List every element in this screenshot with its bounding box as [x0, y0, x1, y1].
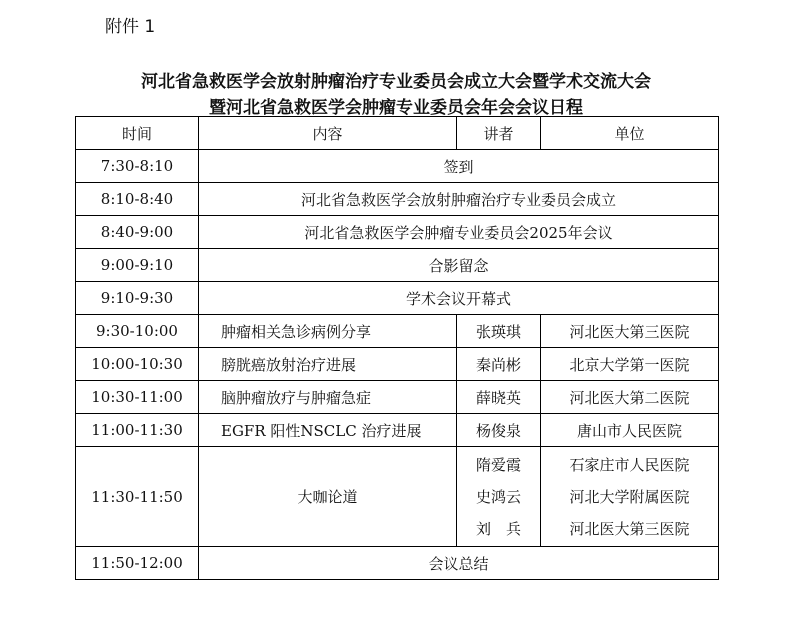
- content-cell: 河北省急救医学会放射肿瘤治疗专业委员会成立: [199, 183, 719, 216]
- table-row: [76, 150, 719, 183]
- document-title-line-2: 暨河北省急救医学会肿瘤专业委员会年会会议日程: [209, 98, 583, 118]
- content-cell: 签到: [199, 150, 719, 183]
- speaker-name: 刘 兵: [475, 519, 521, 538]
- unit-name: 河北大学附属医院: [569, 487, 690, 506]
- time-cell: 8:40-9:00: [76, 216, 199, 249]
- table-row: [76, 216, 719, 249]
- content-cell: 会议总结: [199, 547, 719, 580]
- content-cell: 肿瘤相关急诊病例分享: [199, 315, 457, 348]
- content-cell: 大咖论道: [199, 447, 457, 547]
- schedule-table: [75, 116, 719, 580]
- unit-cell: 河北医大第三医院: [541, 315, 719, 348]
- time-cell: 9:10-9:30: [76, 282, 199, 315]
- header-time: 时间: [76, 117, 199, 150]
- table-row: [76, 282, 719, 315]
- time-cell: 10:30-11:00: [76, 381, 199, 414]
- table-row: [76, 414, 719, 447]
- table-row: [76, 348, 719, 381]
- unit-name: 石家庄市人民医院: [569, 455, 690, 474]
- content-cell: EGFR 阳性NSCLC 治疗进展: [199, 414, 457, 447]
- speaker-cell: 薛晓英: [457, 381, 541, 414]
- speaker-name: 隋爱霞: [475, 455, 521, 474]
- content-cell: 学术会议开幕式: [199, 282, 719, 315]
- time-cell: 9:00-9:10: [76, 249, 199, 282]
- speaker-cell: 张瑛琪: [457, 315, 541, 348]
- table-row: [76, 249, 719, 282]
- content-cell: 河北省急救医学会肿瘤专业委员会2025年会议: [199, 216, 719, 249]
- speaker-cell: 杨俊泉: [457, 414, 541, 447]
- table-header-row: [76, 117, 719, 150]
- unit-cell: 北京大学第一医院: [541, 348, 719, 381]
- time-cell: 9:30-10:00: [76, 315, 199, 348]
- time-cell: 11:50-12:00: [76, 547, 199, 580]
- header-unit: 单位: [541, 117, 719, 150]
- document-title-line-1: 河北省急救医学会放射肿瘤治疗专业委员会成立大会暨学术交流大会: [141, 72, 651, 92]
- unit-name: 河北医大第三医院: [569, 519, 690, 538]
- time-cell: 10:00-10:30: [76, 348, 199, 381]
- speaker-name: 史鸿云: [475, 487, 521, 506]
- time-cell: 11:00-11:30: [76, 414, 199, 447]
- content-cell: 膀胱癌放射治疗进展: [199, 348, 457, 381]
- header-content: 内容: [199, 117, 457, 150]
- speaker-cell-group: [457, 447, 541, 547]
- time-cell: 8:10-8:40: [76, 183, 199, 216]
- table-row: [76, 381, 719, 414]
- unit-cell-group: [541, 447, 719, 547]
- table-row: [76, 183, 719, 216]
- speaker-cell: 秦尚彬: [457, 348, 541, 381]
- table-row: [76, 447, 719, 547]
- time-cell: 11:30-11:50: [76, 447, 199, 547]
- content-cell: 脑肿瘤放疗与肿瘤急症: [199, 381, 457, 414]
- table-row: [76, 547, 719, 580]
- table-row: [76, 315, 719, 348]
- unit-cell: 唐山市人民医院: [541, 414, 719, 447]
- time-cell: 7:30-8:10: [76, 150, 199, 183]
- attachment-label: 附件 1: [105, 17, 156, 37]
- header-speaker: 讲者: [457, 117, 541, 150]
- content-cell: 合影留念: [199, 249, 719, 282]
- unit-cell: 河北医大第二医院: [541, 381, 719, 414]
